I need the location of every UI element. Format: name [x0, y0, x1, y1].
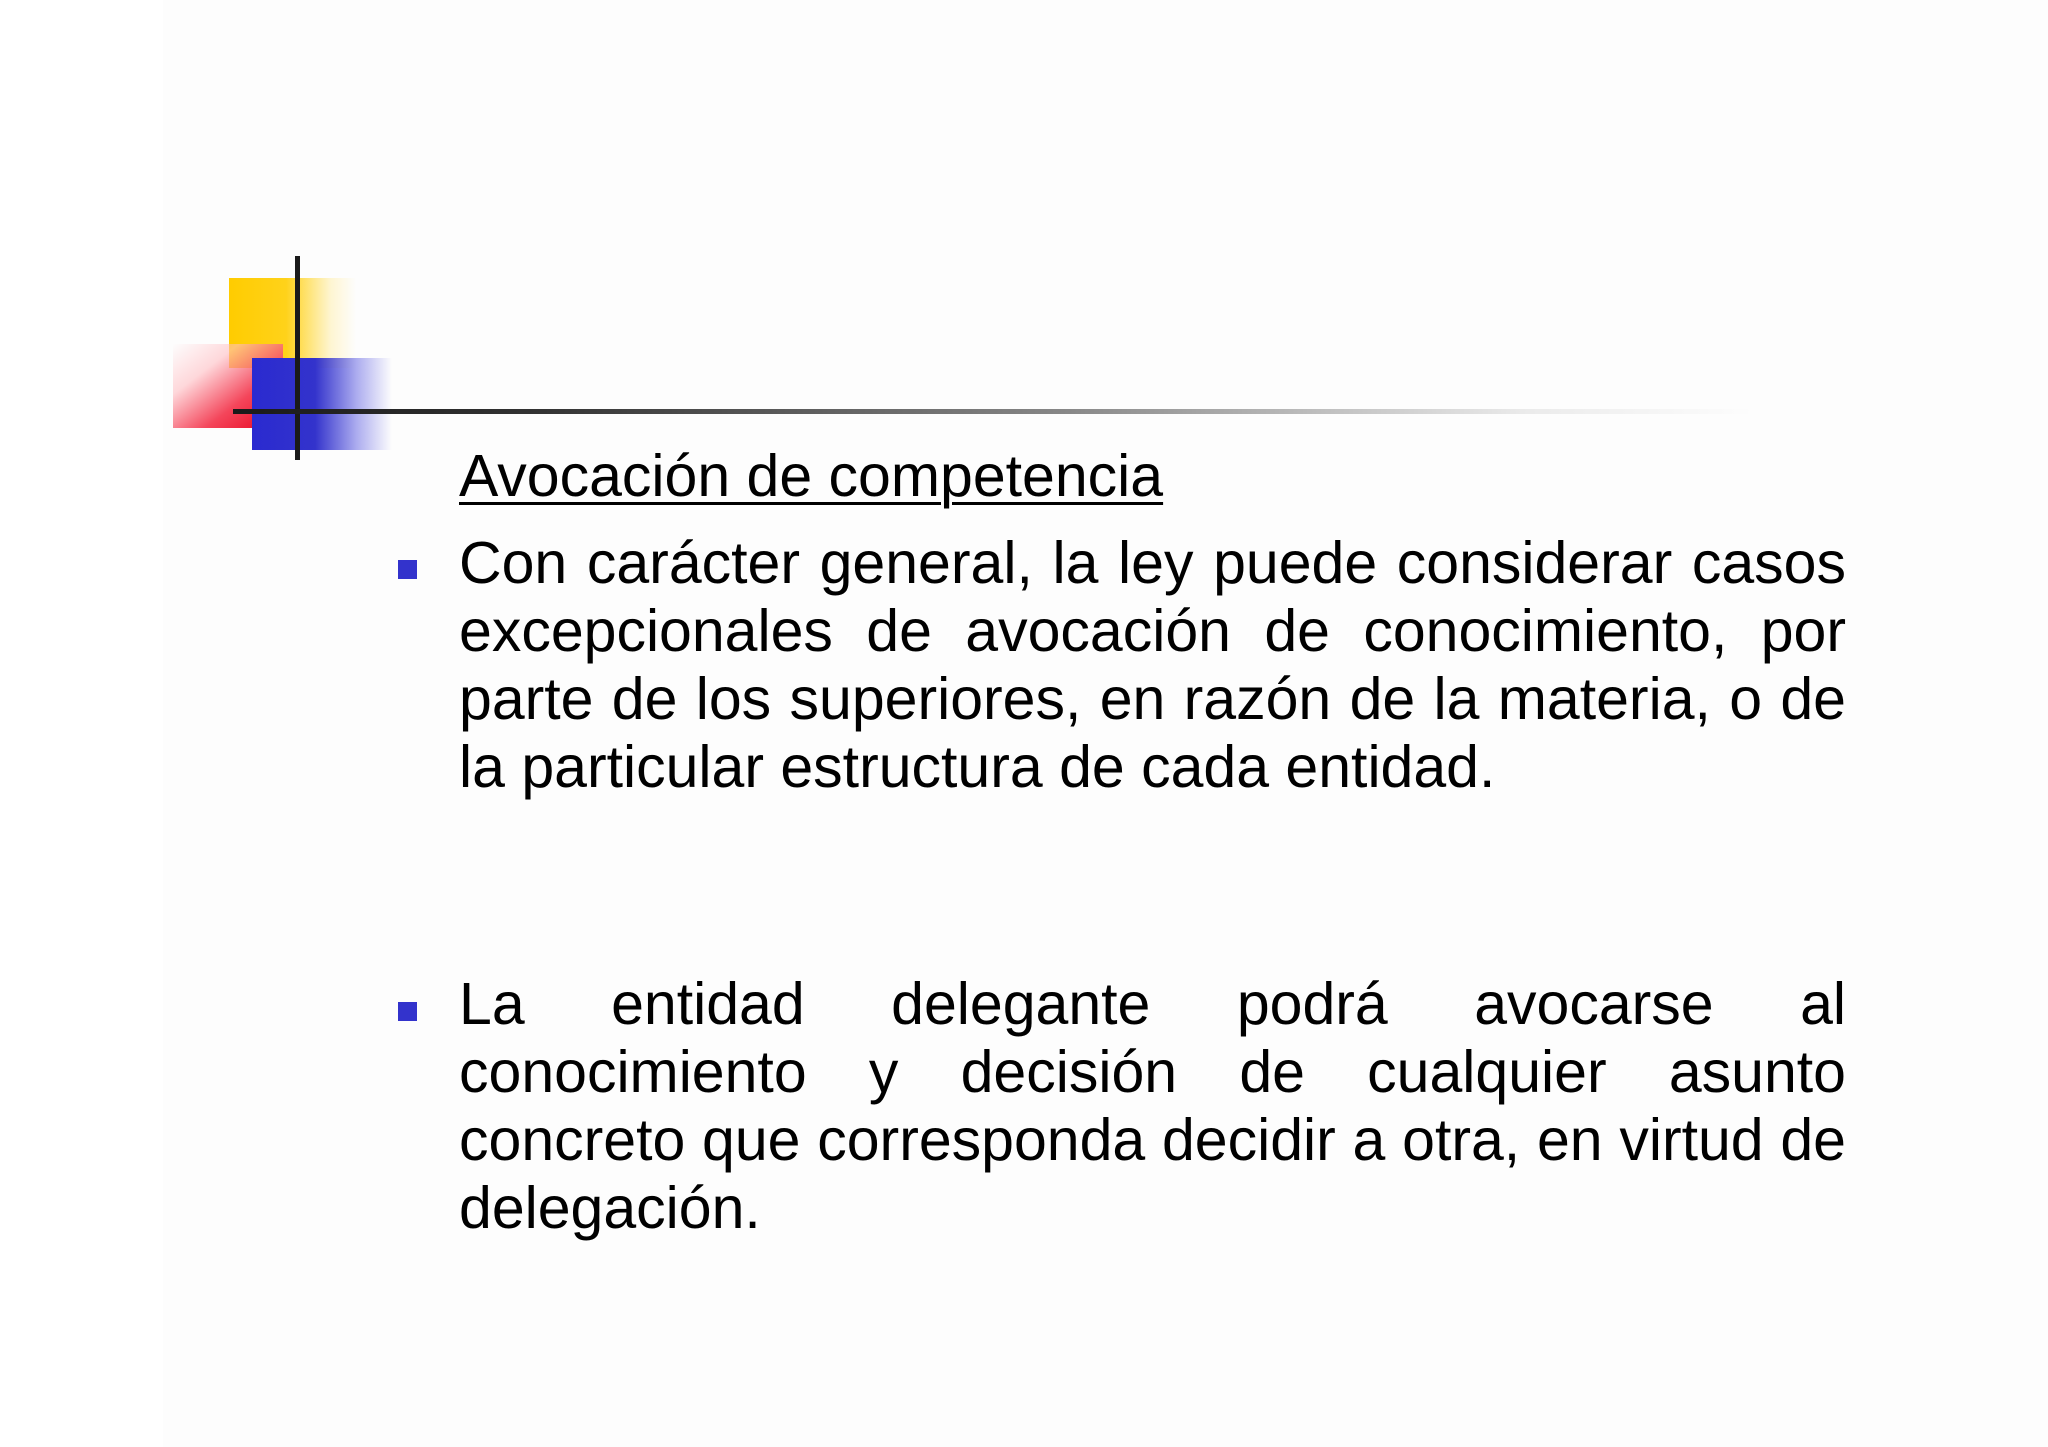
horizontal-rule-icon — [233, 409, 1753, 414]
blue-square-icon — [252, 358, 392, 450]
bullet-square-icon — [398, 1002, 417, 1021]
vertical-rule-icon — [295, 256, 300, 460]
slide-decoration — [0, 0, 420, 480]
bullet-paragraph-1: Con carácter general, la ley puede considerar casos excepcionales de avocación de conocimiento, por parte de los superiores, en razón de la materia, o de la particular estructura de cada entidad. — [459, 530, 1846, 800]
bullet-paragraph-2: La entidad delegante podrá avocarse al conocimiento y decisión de cualquier asunto concreto que corresponda decidir a otra, en virtud de delegación. — [459, 971, 1846, 1241]
slide-title: Avocación de competencia — [459, 443, 1164, 509]
bullet-square-icon — [398, 560, 417, 579]
